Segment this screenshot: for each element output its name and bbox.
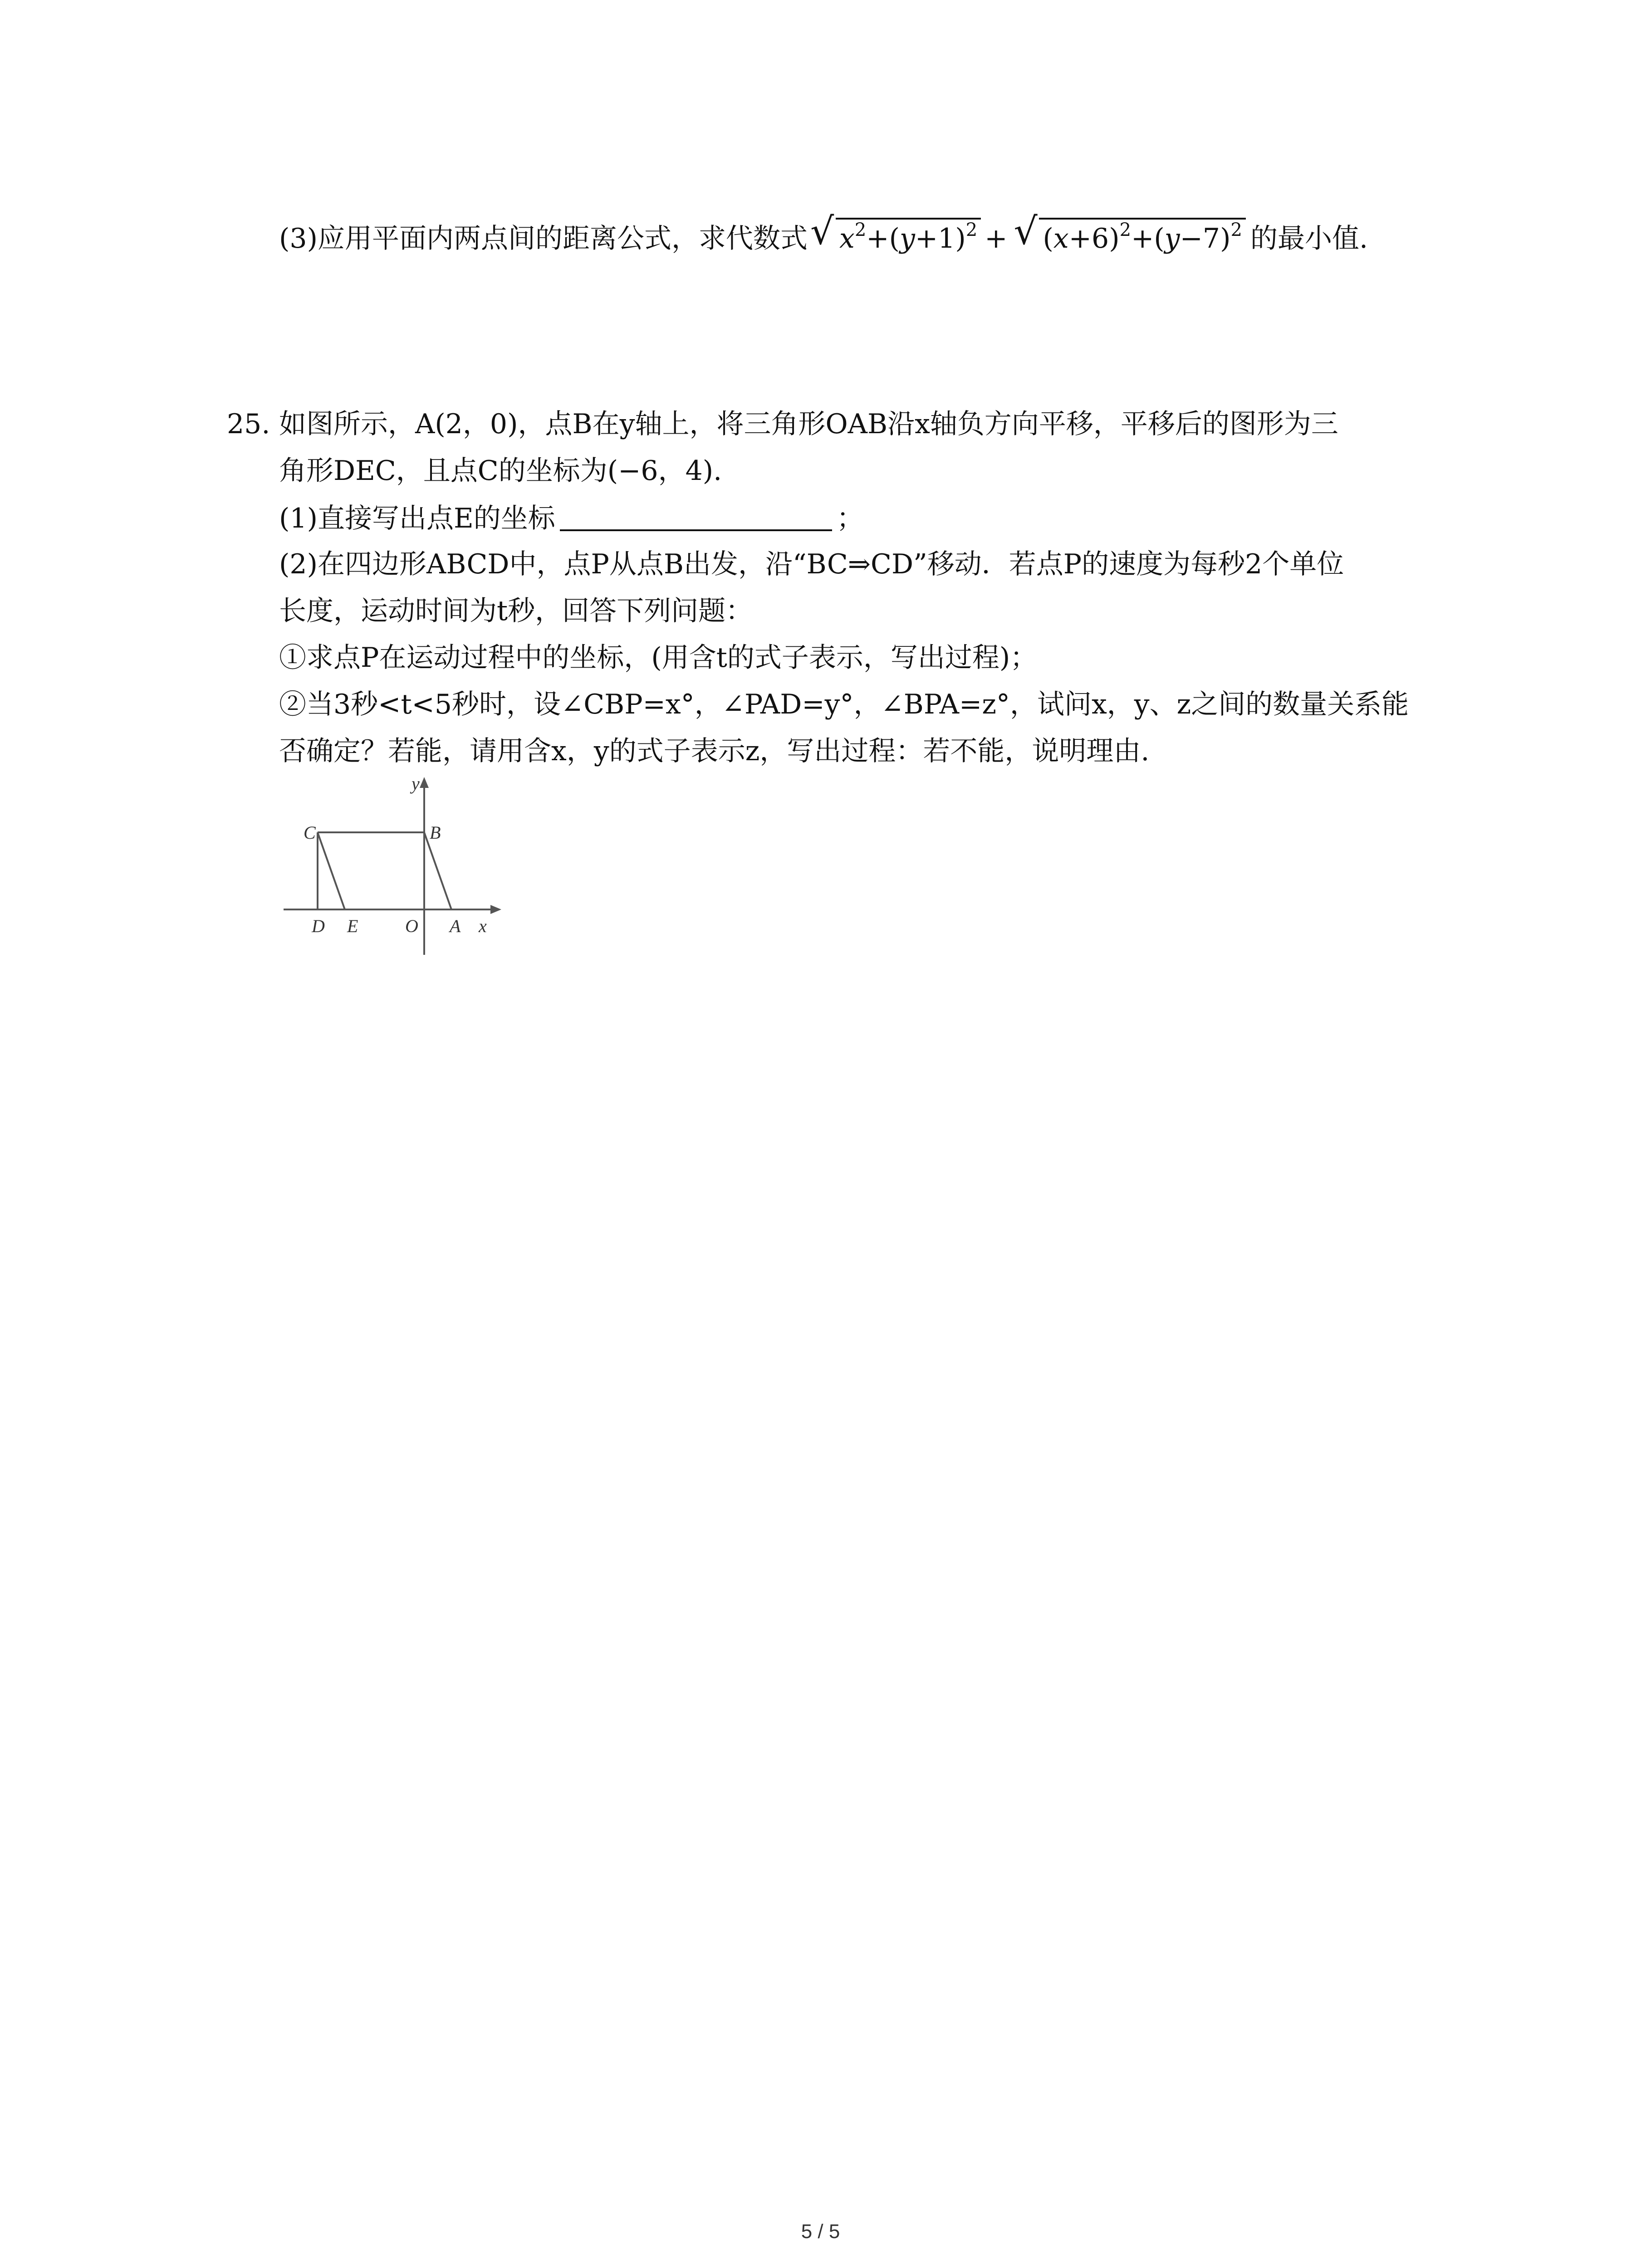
q24-part3 bbox=[279, 210, 1368, 254]
y-axis-arrow-icon bbox=[420, 777, 429, 788]
q25-sub1: ①求点P在运动过程中的坐标，(用含t的式子表示，写出过程)； bbox=[279, 642, 1038, 674]
label-x: x bbox=[479, 916, 487, 936]
q25-stem-line2: 角形DEC，且点C的坐标为(−6，4). bbox=[279, 455, 722, 487]
question-number: 25. bbox=[227, 408, 270, 440]
segment-CE bbox=[318, 832, 345, 909]
coordinate-figure bbox=[279, 773, 515, 964]
label-D: D bbox=[312, 916, 325, 936]
q25-sub2-line2: 否确定？若能，请用含x，y的式子表示z，写出过程：若不能，说明理由. bbox=[279, 735, 1150, 767]
q25-part1: (1)直接写出点E的坐标 ； bbox=[279, 503, 864, 534]
page-number: 5 / 5 bbox=[801, 2220, 840, 2243]
sqrt-icon: √ bbox=[810, 210, 834, 253]
radical-2: √ $(x+6)^2+(y-7)^2$ bbox=[1014, 218, 1245, 252]
label-O: O bbox=[405, 916, 418, 936]
segment-BA bbox=[424, 832, 451, 909]
radical-1: √ $x^2+(y+1)^2$ bbox=[810, 218, 981, 252]
q25-stem-line1: 如图所示，A(2，0)，点B在y轴上，将三角形OAB沿x轴负方向平移，平移后的图形为三 bbox=[279, 408, 1338, 440]
plus-sign: + bbox=[985, 223, 1008, 254]
q25-sub2-line1: ②当3秒<t<5秒时，设∠CBP=x°，∠PAD=y°，∠BPA=z°，试问x，y、z之间的数量关系能 bbox=[279, 689, 1409, 720]
label-E: E bbox=[347, 916, 358, 936]
q24-part3-prefix: (3)应用平面内两点间的距离公式，求代数式 bbox=[279, 223, 808, 254]
sqrt-icon: √ bbox=[1014, 210, 1038, 253]
q25-part2-line1: (2)在四边形ABCD中，点P从点B出发，沿“BC⇒CD”移动．若点P的速度为每秒2个单位 bbox=[279, 548, 1344, 580]
label-B: B bbox=[430, 822, 441, 843]
x-axis-arrow-icon bbox=[490, 905, 501, 914]
answer-blank[interactable] bbox=[560, 504, 832, 531]
label-A: A bbox=[450, 916, 461, 936]
q24-part3-suffix: 的最小值. bbox=[1250, 223, 1368, 254]
label-y: y bbox=[411, 773, 420, 794]
q25-part2-line2: 长度，运动时间为t秒，回答下列问题： bbox=[279, 595, 753, 627]
label-C: C bbox=[304, 822, 316, 843]
